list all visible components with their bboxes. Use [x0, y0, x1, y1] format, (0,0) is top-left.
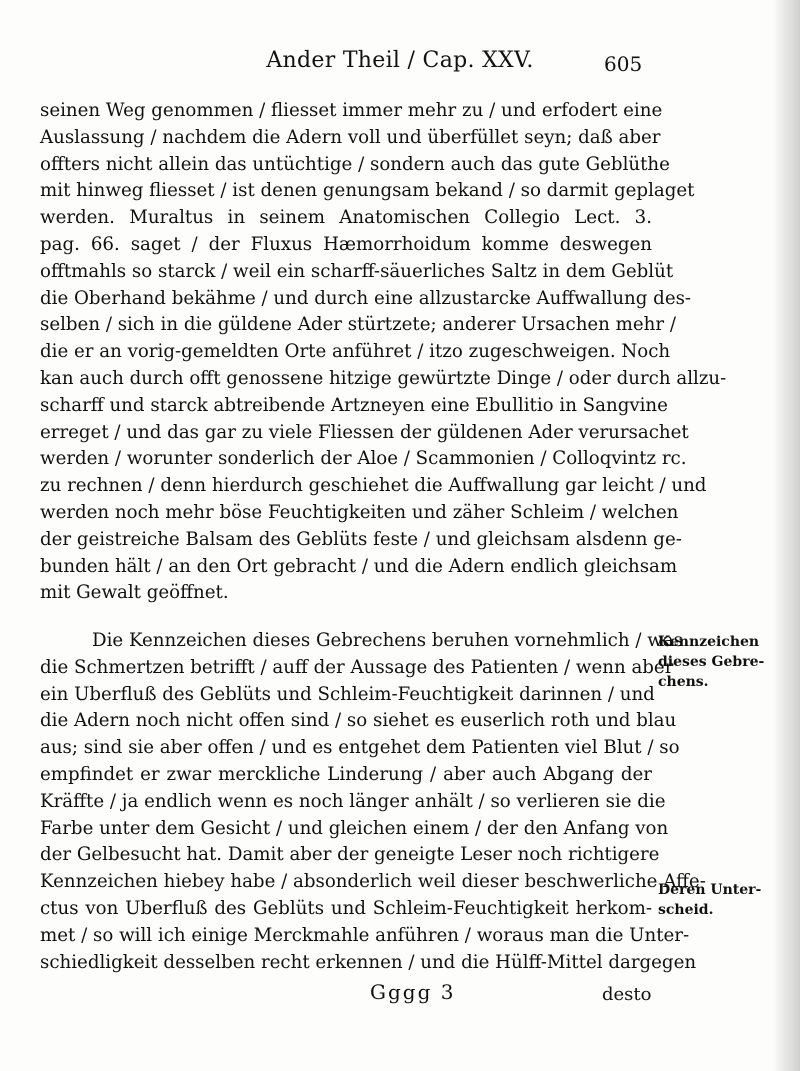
- text-line: der geistreiche Balsam des Geblüts feste / und gleichsam alsdenn ge-: [40, 528, 682, 550]
- signature-mark: Gggg 3: [370, 980, 456, 1004]
- marginal-note-line: Deren Unter-: [658, 882, 762, 898]
- text-line: der Gelbesucht hat. Damit aber der geneigte Leser noch richtigere: [40, 844, 660, 866]
- text-line: selben / sich in die güldene Ader stürtzete; anderer Ursachen mehr /: [40, 314, 676, 336]
- text-line: empfindet er zwar merckliche Linderung / aber auch Abgang der: [40, 763, 652, 785]
- text-line: werden / worunter sonderlich der Aloe / Scammonien / Colloqvintz rc.: [40, 448, 687, 470]
- text-line: die Schmertzen betrifft / auff der Aussage des Patienten / wenn aber: [40, 656, 674, 678]
- marginal-note-line: chens.: [658, 674, 709, 690]
- page-number: 605: [604, 52, 643, 76]
- text-line: Kräffte / ja endlich wenn es noch länger anhält / so verlieren sie die: [40, 790, 666, 812]
- marginal-note-line: Kennzeichen: [658, 634, 760, 650]
- text-line: seinen Weg genommen / fliesset immer mehr zu / und erfodert eine: [40, 100, 663, 121]
- text-line: werden noch mehr böse Feuchtigkeiten und zäher Schleim / welchen: [40, 501, 679, 523]
- text-line: kan auch durch offt genossene hitzige gewürtzte Dinge / oder durch allzu-: [40, 367, 727, 389]
- text-line: werden. Muraltus in seinem Anatomischen Collegio Lect. 3.: [40, 207, 652, 229]
- text-line: die er an vorig-gemeldten Orte anführet / itzo zugeschweigen. Noch: [40, 341, 671, 363]
- text-line: offters nicht allein das untüchtige / sondern auch das gute Geblüthe: [40, 153, 670, 175]
- text-line: ein Uberfluß des Geblüts und Schleim-Feuchtigkeit darinnen / und: [40, 683, 655, 705]
- text-line: pag. 66. saget / der Fluxus Hæmorrhoidum komme deswegen: [40, 233, 652, 255]
- text-line: met / so will ich einige Merckmahle anführen / woraus man die Unter-: [40, 924, 690, 946]
- text-line: offtmahls so starck / weil ein scharff-säuerliches Saltz in dem Geblüt: [40, 260, 674, 282]
- catchword: desto: [602, 984, 652, 1005]
- marginal-note-line: scheid.: [658, 902, 714, 918]
- text-line: die Oberhand bekähme / und durch eine allzustarcke Auffwallung des-: [40, 287, 692, 309]
- text-line: Auslassung / nachdem die Adern voll und überfüllet seyn; daß aber: [40, 126, 661, 148]
- running-header: Ander Theil / Cap. XXV.: [266, 48, 534, 73]
- marginal-note-kennzeichen: [658, 632, 778, 692]
- text-line: mit Gewalt geöffnet.: [40, 582, 229, 604]
- text-line: aus; sind sie aber offen / und es entgehet dem Patienten viel Blut / so: [40, 737, 680, 759]
- text-line: bunden hält / an den Ort gebracht / und die Adern endlich gleichsam: [40, 555, 678, 577]
- marginal-note-unterscheid: [658, 880, 778, 920]
- text-line: die Adern noch nicht offen sind / so siehet es euserlich roth und blau: [40, 710, 677, 732]
- text-line: Die Kennzeichen dieses Gebrechens beruhen vornehmlich / was: [92, 630, 683, 651]
- text-line: mit hinweg fliesset / ist denen genungsam bekand / so darmit geplaget: [40, 180, 695, 202]
- marginal-note-line: dieses Gebre-: [658, 654, 765, 670]
- text-line: ctus von Uberfluß des Geblüts und Schleim-Feuchtigkeit herkom-: [40, 897, 652, 919]
- text-line: zu rechnen / denn hierdurch geschiehet die Auffwallung gar leicht / und: [40, 475, 707, 497]
- text-line: erreget / und das gar zu viele Fliessen der güldenen Ader verursachet: [40, 421, 689, 443]
- text-line: Kennzeichen hiebey habe / absonderlich weil dieser beschwerliche Affe-: [40, 871, 706, 893]
- text-line: Farbe unter dem Gesicht / und gleichen einem / der den Anfang von: [40, 817, 669, 839]
- text-line: schiedligkeit desselben recht erkennen / und die Hülff-Mittel dargegen: [40, 951, 697, 973]
- paragraph-1: [40, 98, 727, 607]
- text-line: scharff und starck abtreibende Artzneyen eine Ebullitio in Sangvine: [40, 394, 668, 416]
